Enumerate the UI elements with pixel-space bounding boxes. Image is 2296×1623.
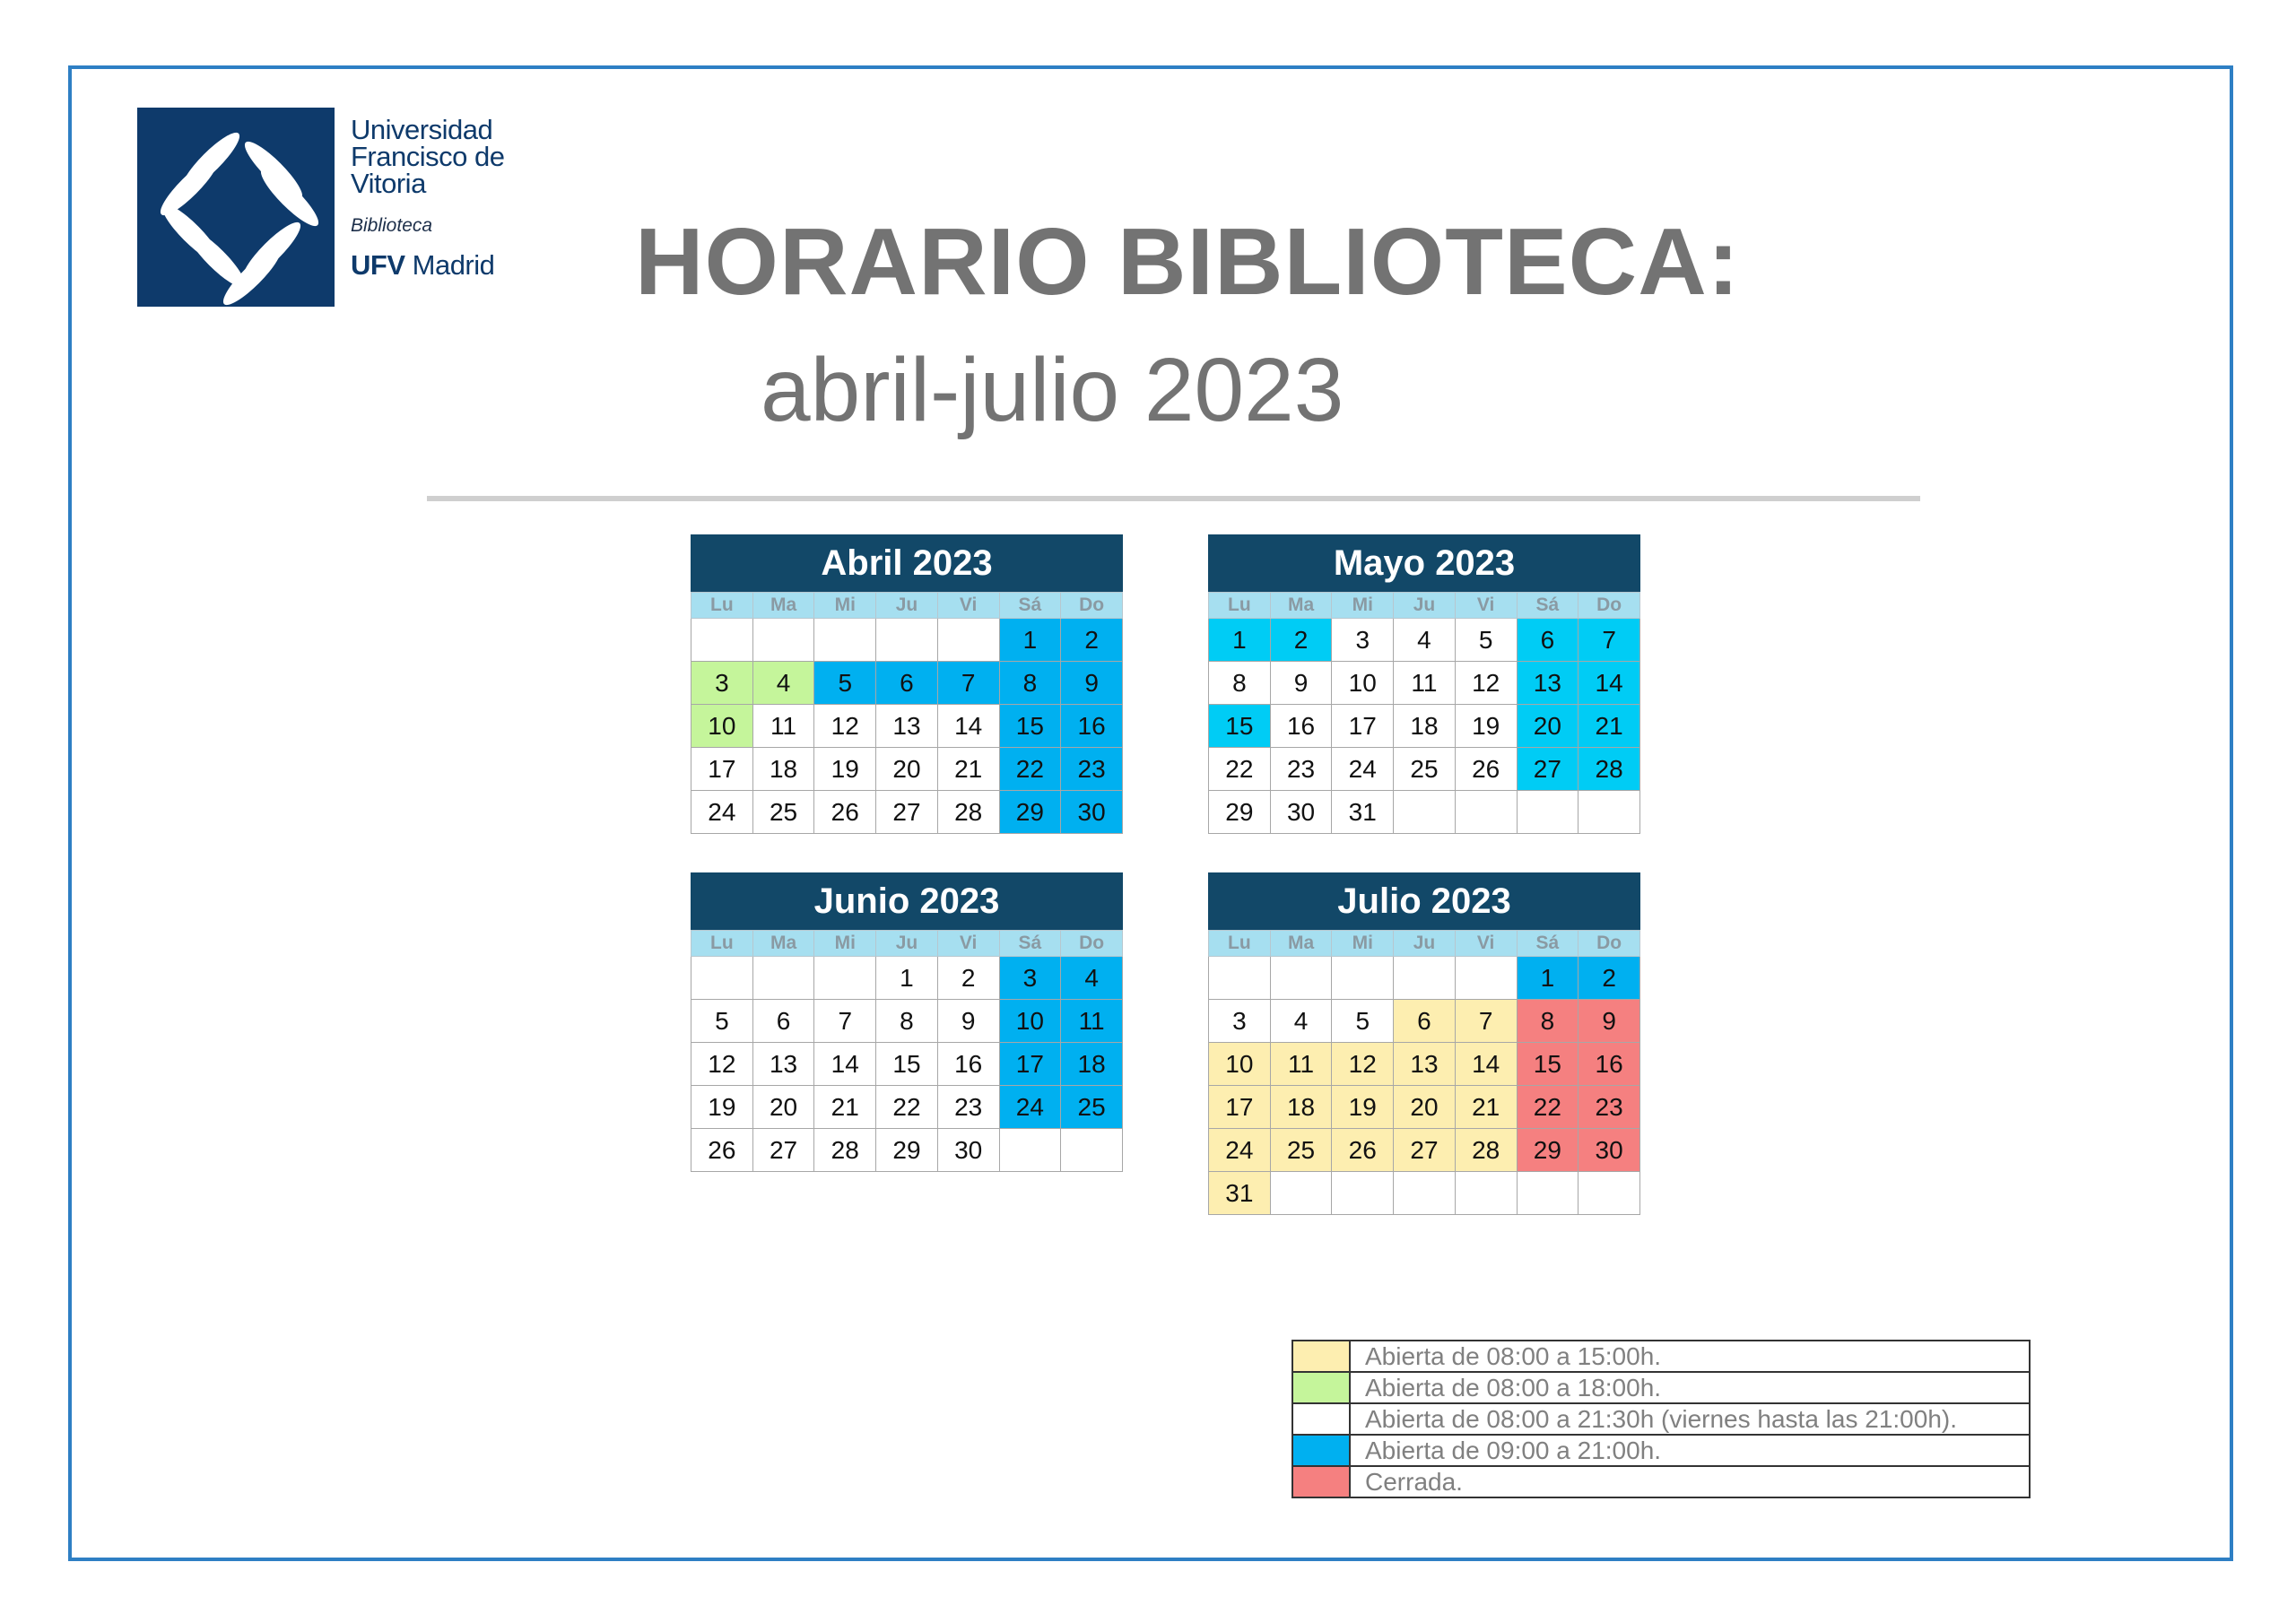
page-title: HORARIO BIBLIOTECA: (635, 209, 1741, 315)
day-cell: 21 (814, 1086, 876, 1129)
day-cell: 26 (814, 791, 876, 834)
week-row (691, 1043, 1123, 1086)
logo-ufv-madrid (351, 249, 504, 282)
empty-day-cell (691, 619, 753, 662)
day-cell: 25 (1394, 748, 1456, 791)
day-cell: 22 (999, 748, 1061, 791)
calendar-title: Abril 2023 (691, 534, 1123, 592)
week-row (691, 1129, 1123, 1172)
empty-day-cell (1270, 1172, 1332, 1215)
legend-label: Cerrada. (1350, 1466, 2030, 1497)
day-cell: 4 (1061, 957, 1123, 1000)
weekday-label: Do (1061, 931, 1123, 957)
day-cell: 9 (1270, 662, 1332, 705)
day-cell: 17 (1209, 1086, 1271, 1129)
day-cell: 14 (1578, 662, 1640, 705)
day-cell: 15 (876, 1043, 938, 1086)
calendar-title: Mayo 2023 (1208, 534, 1640, 592)
day-cell: 9 (937, 1000, 999, 1043)
day-cell: 3 (1332, 619, 1394, 662)
week-row (1209, 1129, 1640, 1172)
empty-day-cell (1394, 957, 1456, 1000)
week-row (691, 619, 1123, 662)
day-cell: 21 (1578, 705, 1640, 748)
weekday-label: Mi (814, 931, 876, 957)
day-cell: 26 (1332, 1129, 1394, 1172)
weekday-label: Ma (752, 593, 814, 619)
day-cell: 7 (1455, 1000, 1517, 1043)
empty-day-cell (1332, 957, 1394, 1000)
day-cell: 16 (1061, 705, 1123, 748)
day-cell: 10 (1332, 662, 1394, 705)
day-cell: 24 (999, 1086, 1061, 1129)
day-cell: 27 (876, 791, 938, 834)
empty-day-cell (1455, 1172, 1517, 1215)
day-cell: 16 (937, 1043, 999, 1086)
day-cell: 2 (1061, 619, 1123, 662)
day-cell: 24 (1332, 748, 1394, 791)
day-cell: 28 (814, 1129, 876, 1172)
week-row (691, 1086, 1123, 1129)
day-cell: 29 (876, 1129, 938, 1172)
day-cell: 9 (1578, 1000, 1640, 1043)
calendar-july (1208, 872, 1640, 1215)
empty-day-cell (1455, 957, 1517, 1000)
empty-day-cell (1270, 957, 1332, 1000)
day-cell: 7 (937, 662, 999, 705)
weekday-label: Lu (691, 931, 753, 957)
day-cell: 26 (1455, 748, 1517, 791)
day-cell: 20 (1394, 1086, 1456, 1129)
day-cell: 17 (691, 748, 753, 791)
day-cell: 14 (937, 705, 999, 748)
day-cell: 9 (1061, 662, 1123, 705)
day-cell: 25 (752, 791, 814, 834)
empty-day-cell (814, 619, 876, 662)
calendar-grid (691, 930, 1123, 1172)
weekday-row (1209, 593, 1640, 619)
day-cell: 14 (814, 1043, 876, 1086)
day-cell: 29 (999, 791, 1061, 834)
day-cell: 1 (999, 619, 1061, 662)
day-cell: 12 (814, 705, 876, 748)
day-cell: 8 (999, 662, 1061, 705)
day-cell: 6 (752, 1000, 814, 1043)
day-cell: 22 (1517, 1086, 1578, 1129)
weekday-label: Ma (1270, 593, 1332, 619)
university-logo (137, 108, 532, 307)
day-cell: 31 (1209, 1172, 1271, 1215)
divider (427, 496, 1920, 501)
logo-city: Madrid (412, 249, 495, 281)
day-cell: 15 (1209, 705, 1271, 748)
day-cell: 10 (691, 705, 753, 748)
logo-ufv: UFV (351, 249, 405, 281)
day-cell: 7 (1578, 619, 1640, 662)
weekday-label: Sá (1517, 593, 1578, 619)
legend-row (1292, 1466, 2030, 1497)
empty-day-cell (1517, 1172, 1578, 1215)
logo-line-1: Universidad (351, 114, 493, 145)
day-cell: 29 (1517, 1129, 1578, 1172)
calendar-grid (691, 592, 1123, 834)
day-cell: 7 (814, 1000, 876, 1043)
day-cell: 11 (1270, 1043, 1332, 1086)
logo-biblioteca: Biblioteca (351, 215, 433, 236)
week-row (691, 1000, 1123, 1043)
day-cell: 16 (1578, 1043, 1640, 1086)
week-row (691, 662, 1123, 705)
day-cell: 18 (1270, 1086, 1332, 1129)
week-row (691, 957, 1123, 1000)
weekday-row (691, 593, 1123, 619)
empty-day-cell (691, 957, 753, 1000)
logo-line-3: Vitoria (351, 168, 426, 199)
day-cell: 12 (691, 1043, 753, 1086)
calendar-title: Julio 2023 (1208, 872, 1640, 930)
day-cell: 4 (1270, 1000, 1332, 1043)
day-cell: 5 (1332, 1000, 1394, 1043)
weekday-row (691, 931, 1123, 957)
day-cell: 21 (1455, 1086, 1517, 1129)
week-row (691, 705, 1123, 748)
day-cell: 26 (691, 1129, 753, 1172)
day-cell: 18 (1061, 1043, 1123, 1086)
week-row (1209, 957, 1640, 1000)
day-cell: 11 (1394, 662, 1456, 705)
week-row (1209, 1086, 1640, 1129)
empty-day-cell (1517, 791, 1578, 834)
day-cell: 19 (1455, 705, 1517, 748)
empty-day-cell (752, 619, 814, 662)
day-cell: 17 (1332, 705, 1394, 748)
week-row (1209, 705, 1640, 748)
empty-day-cell (1455, 791, 1517, 834)
day-cell: 23 (1270, 748, 1332, 791)
day-cell: 23 (1061, 748, 1123, 791)
day-cell: 27 (1394, 1129, 1456, 1172)
weekday-label: Ma (752, 931, 814, 957)
weekday-label: Ma (1270, 931, 1332, 957)
day-cell: 4 (752, 662, 814, 705)
weekday-label: Lu (691, 593, 753, 619)
legend-row (1292, 1372, 2030, 1403)
weekday-label: Mi (1332, 931, 1394, 957)
day-cell: 2 (1270, 619, 1332, 662)
week-row (1209, 662, 1640, 705)
week-row (1209, 1043, 1640, 1086)
day-cell: 23 (1578, 1086, 1640, 1129)
day-cell: 30 (1578, 1129, 1640, 1172)
day-cell: 12 (1332, 1043, 1394, 1086)
empty-day-cell (937, 619, 999, 662)
day-cell: 6 (1394, 1000, 1456, 1043)
weekday-label: Vi (937, 593, 999, 619)
page-subtitle: abril-julio 2023 (761, 340, 1344, 440)
day-cell: 6 (1517, 619, 1578, 662)
calendar-grid (1208, 930, 1640, 1215)
weekday-label: Vi (1455, 593, 1517, 619)
legend-swatch (1292, 1403, 1350, 1435)
day-cell: 28 (1455, 1129, 1517, 1172)
empty-day-cell (1578, 1172, 1640, 1215)
weekday-label: Do (1578, 593, 1640, 619)
day-cell: 18 (1394, 705, 1456, 748)
weekday-label: Ju (1394, 931, 1456, 957)
weekday-label: Ju (876, 593, 938, 619)
day-cell: 5 (691, 1000, 753, 1043)
week-row (1209, 791, 1640, 834)
legend (1292, 1340, 2031, 1498)
day-cell: 29 (1209, 791, 1271, 834)
day-cell: 4 (1394, 619, 1456, 662)
day-cell: 31 (1332, 791, 1394, 834)
day-cell: 19 (1332, 1086, 1394, 1129)
weekday-label: Ju (1394, 593, 1456, 619)
legend-row (1292, 1341, 2030, 1372)
week-row (691, 748, 1123, 791)
empty-day-cell (1061, 1129, 1123, 1172)
weekday-label: Lu (1209, 593, 1271, 619)
day-cell: 19 (814, 748, 876, 791)
day-cell: 5 (1455, 619, 1517, 662)
legend-label: Abierta de 08:00 a 15:00h. (1350, 1341, 2030, 1372)
calendar-april (691, 534, 1123, 834)
day-cell: 2 (1578, 957, 1640, 1000)
day-cell: 3 (1209, 1000, 1271, 1043)
weekday-label: Do (1578, 931, 1640, 957)
day-cell: 14 (1455, 1043, 1517, 1086)
empty-day-cell (1332, 1172, 1394, 1215)
day-cell: 15 (1517, 1043, 1578, 1086)
day-cell: 13 (752, 1043, 814, 1086)
day-cell: 10 (999, 1000, 1061, 1043)
day-cell: 11 (1061, 1000, 1123, 1043)
day-cell: 23 (937, 1086, 999, 1129)
day-cell: 13 (1394, 1043, 1456, 1086)
calendar-may (1208, 534, 1640, 834)
day-cell: 20 (876, 748, 938, 791)
weekday-label: Sá (1517, 931, 1578, 957)
day-cell: 25 (1061, 1086, 1123, 1129)
day-cell: 1 (1209, 619, 1271, 662)
day-cell: 11 (752, 705, 814, 748)
day-cell: 12 (1455, 662, 1517, 705)
day-cell: 8 (1209, 662, 1271, 705)
calendar-title: Junio 2023 (691, 872, 1123, 930)
empty-day-cell (999, 1129, 1061, 1172)
legend-label: Abierta de 09:00 a 21:00h. (1350, 1435, 2030, 1466)
day-cell: 16 (1270, 705, 1332, 748)
legend-row (1292, 1435, 2030, 1466)
week-row (691, 791, 1123, 834)
weekday-label: Do (1061, 593, 1123, 619)
day-cell: 27 (1517, 748, 1578, 791)
day-cell: 15 (999, 705, 1061, 748)
weekday-label: Vi (937, 931, 999, 957)
empty-day-cell (814, 957, 876, 1000)
day-cell: 28 (937, 791, 999, 834)
weekday-label: Vi (1455, 931, 1517, 957)
day-cell: 3 (691, 662, 753, 705)
week-row (1209, 748, 1640, 791)
day-cell: 6 (876, 662, 938, 705)
weekday-row (1209, 931, 1640, 957)
week-row (1209, 1172, 1640, 1215)
weekday-label: Lu (1209, 931, 1271, 957)
empty-day-cell (1394, 1172, 1456, 1215)
calendar-june (691, 872, 1123, 1172)
day-cell: 8 (1517, 1000, 1578, 1043)
day-cell: 19 (691, 1086, 753, 1129)
day-cell: 27 (752, 1129, 814, 1172)
calendar-grid (1208, 592, 1640, 834)
day-cell: 17 (999, 1043, 1061, 1086)
week-row (1209, 1000, 1640, 1043)
day-cell: 24 (691, 791, 753, 834)
legend-swatch (1292, 1372, 1350, 1403)
weekday-label: Sá (999, 593, 1061, 619)
empty-day-cell (1578, 791, 1640, 834)
legend-swatch (1292, 1435, 1350, 1466)
legend-label: Abierta de 08:00 a 21:30h (viernes hasta las 21:00h). (1350, 1403, 2030, 1435)
legend-swatch (1292, 1341, 1350, 1372)
logo-line-2: Francisco de (351, 141, 505, 172)
day-cell: 8 (876, 1000, 938, 1043)
day-cell: 25 (1270, 1129, 1332, 1172)
weekday-label: Mi (814, 593, 876, 619)
day-cell: 30 (937, 1129, 999, 1172)
legend-row (1292, 1403, 2030, 1435)
day-cell: 24 (1209, 1129, 1271, 1172)
empty-day-cell (1394, 791, 1456, 834)
day-cell: 10 (1209, 1043, 1271, 1086)
day-cell: 3 (999, 957, 1061, 1000)
day-cell: 20 (752, 1086, 814, 1129)
empty-day-cell (1209, 957, 1271, 1000)
day-cell: 30 (1270, 791, 1332, 834)
legend-label: Abierta de 08:00 a 18:00h. (1350, 1372, 2030, 1403)
day-cell: 20 (1517, 705, 1578, 748)
ufv-logo-icon (137, 108, 335, 307)
day-cell: 2 (937, 957, 999, 1000)
legend-swatch (1292, 1466, 1350, 1497)
day-cell: 13 (876, 705, 938, 748)
day-cell: 13 (1517, 662, 1578, 705)
day-cell: 5 (814, 662, 876, 705)
weekday-label: Mi (1332, 593, 1394, 619)
day-cell: 30 (1061, 791, 1123, 834)
empty-day-cell (752, 957, 814, 1000)
day-cell: 18 (752, 748, 814, 791)
week-row (1209, 619, 1640, 662)
weekday-label: Ju (876, 931, 938, 957)
day-cell: 1 (1517, 957, 1578, 1000)
day-cell: 21 (937, 748, 999, 791)
day-cell: 22 (1209, 748, 1271, 791)
day-cell: 22 (876, 1086, 938, 1129)
day-cell: 28 (1578, 748, 1640, 791)
day-cell: 1 (876, 957, 938, 1000)
empty-day-cell (876, 619, 938, 662)
weekday-label: Sá (999, 931, 1061, 957)
